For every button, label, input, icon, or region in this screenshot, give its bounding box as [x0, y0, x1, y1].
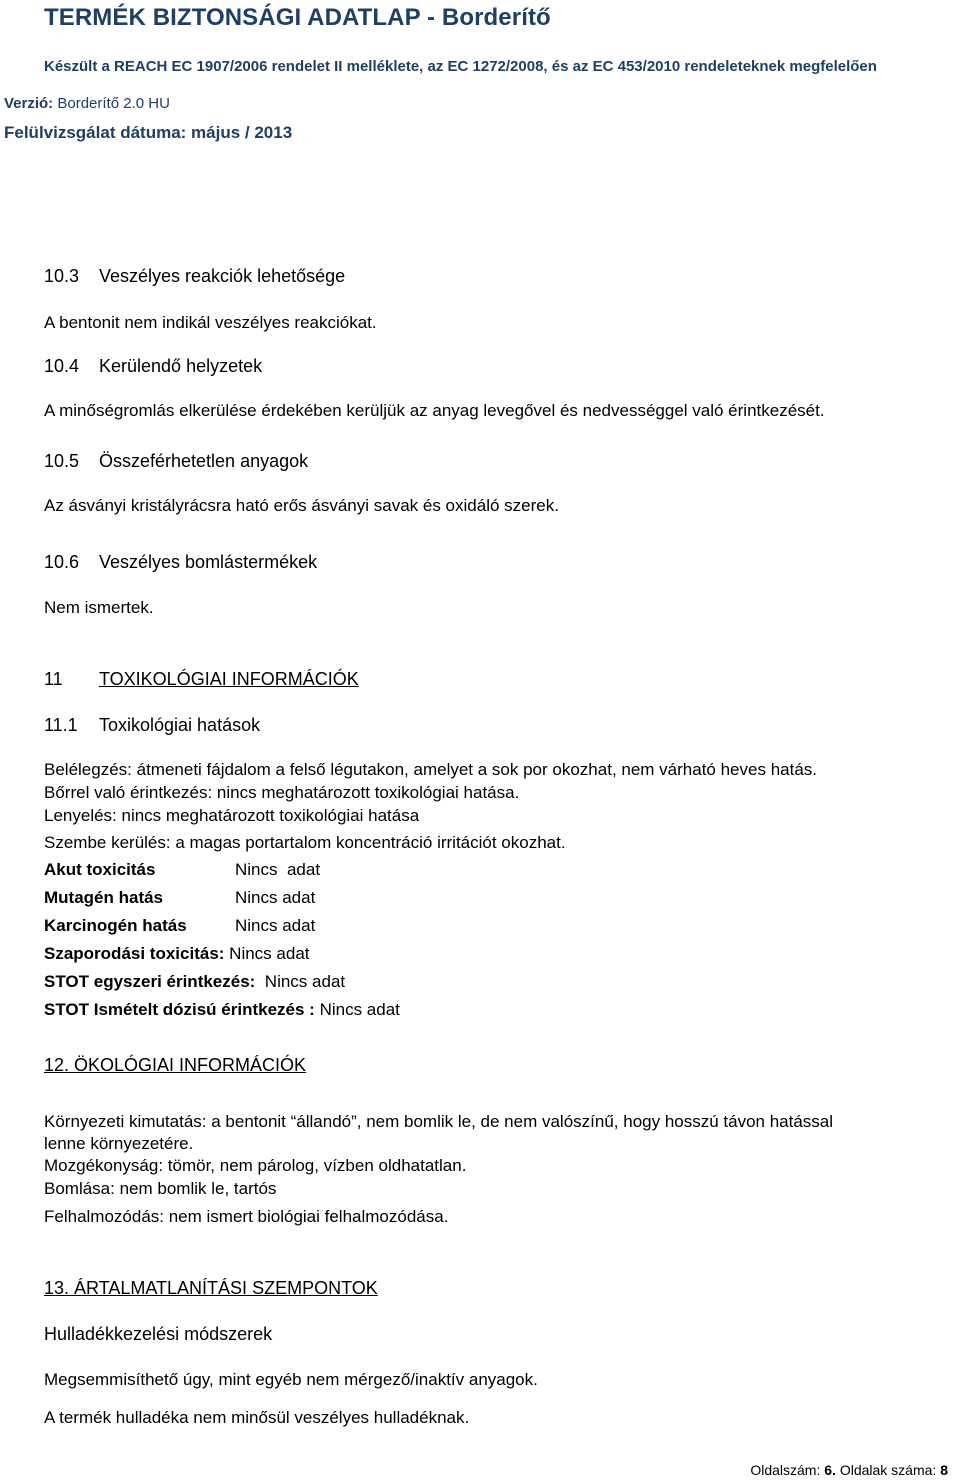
- section-10-5-text: Az ásványi kristályrácsra ható erős ásványi savak és oxidáló szerek.: [44, 496, 559, 515]
- prop-value: Nincs adat: [229, 944, 310, 963]
- section-title: Kerülendő helyzetek: [99, 356, 263, 376]
- section-11-heading: [44, 669, 359, 690]
- page-number-label: Oldalszám:: [750, 1462, 821, 1478]
- document-subtitle: Készült a REACH EC 1907/2006 rendelet II melléklete, az EC 1272/2008, és az EC 453/2010 rendeleteknek megfelelően: [44, 58, 877, 75]
- prop-label: Mutagén hatás: [44, 888, 164, 907]
- section-number: 11: [44, 669, 63, 689]
- disposal-line-1: Megsemmisíthető úgy, mint egyéb nem mérgező/inaktív anyagok.: [44, 1370, 538, 1389]
- section-10-6-text: Nem ismertek.: [44, 598, 154, 617]
- section-12-heading: 12. ÖKOLÓGIAI INFORMÁCIÓK: [44, 1055, 307, 1075]
- section-number: 10.4: [44, 356, 80, 376]
- prop-label: STOT Ismételt dózisú érintkezés :: [44, 1000, 315, 1019]
- disposal-line-2: A termék hulladéka nem minősül veszélyes hulladéknak.: [44, 1408, 470, 1427]
- ecology-line-bioaccumulation: Felhalmozódás: nem ismert biológiai felhalmozódása.: [44, 1207, 449, 1226]
- page-number: 6.: [824, 1462, 836, 1478]
- section-13-heading: 13. ÁRTALMATLANÍTÁSI SZEMPONTOK: [44, 1278, 378, 1298]
- section-number: 10.6: [44, 552, 80, 572]
- section-10-6-heading: [44, 552, 317, 573]
- prop-carcinogenic: [44, 916, 315, 936]
- toxicology-line-inhalation: Belélegzés: átmeneti fájdalom a felső légutakon, amelyet a sok por okozhat, nem várható heves hatás.: [44, 760, 818, 779]
- prop-label: STOT egyszeri érintkezés:: [44, 972, 256, 991]
- section-title: Toxikológiai hatások: [99, 715, 261, 735]
- version-value: Borderítő 2.0 HU: [57, 95, 170, 112]
- section-13-subheading: Hulladékkezelési módszerek: [44, 1324, 273, 1344]
- section-10-4-heading: [44, 356, 262, 377]
- total-pages-label: Oldalak száma:: [839, 1462, 937, 1478]
- prop-value: Nincs adat: [235, 916, 316, 935]
- toxicology-line-skin: Bőrrel való érintkezés: nincs meghatározott toxikológiai hatása.: [44, 783, 520, 802]
- section-number: 10.5: [44, 451, 80, 471]
- page-footer: [750, 1462, 948, 1478]
- prop-acute-toxicity: [44, 860, 320, 880]
- prop-reproductive: [44, 944, 310, 964]
- toxicology-line-ingestion: Lenyelés: nincs meghatározott toxikológiai hatása: [44, 806, 420, 825]
- section-number: 10.3: [44, 266, 80, 286]
- prop-label: Szaporodási toxicitás:: [44, 944, 225, 963]
- ecology-line-1a: Környezeti kimutatás: a bentonit “állandó”, nem bomlik le, de nem valószínű, hogy hosszú távon hatással: [44, 1112, 834, 1131]
- total-pages: 8: [940, 1462, 948, 1478]
- document-version: [4, 95, 170, 112]
- toxicology-line-eyes: Szembe kerülés: a magas portartalom koncentráció irritációt okozhat.: [44, 833, 566, 852]
- prop-value: Nincs adat: [235, 888, 316, 907]
- prop-label: Akut toxicitás: [44, 860, 156, 879]
- prop-label: Karcinogén hatás: [44, 916, 187, 935]
- prop-stot-single: [44, 972, 345, 992]
- document-title: TERMÉK BIZTONSÁGI ADATLAP - Borderítő: [44, 4, 551, 31]
- section-10-4-text: A minőségromlás elkerülése érdekében kerüljük az anyag levegővel és nedvességgel való érintkezését.: [44, 401, 825, 420]
- prop-stot-repeated: [44, 1000, 400, 1020]
- prop-value: Nincs adat: [319, 1000, 400, 1019]
- version-label: Verzió:: [4, 95, 54, 112]
- section-title: TOXIKOLÓGIAI INFORMÁCIÓK: [99, 669, 359, 689]
- ecology-line-degradation: Bomlása: nem bomlik le, tartós: [44, 1179, 277, 1198]
- ecology-line-mobility: Mozgékonyság: tömör, nem párolog, vízben oldhatatlan.: [44, 1156, 467, 1175]
- prop-value: Nincs adat: [264, 972, 346, 991]
- section-10-3-heading: [44, 266, 345, 287]
- section-title: Veszélyes reakciók lehetősége: [99, 266, 346, 286]
- prop-value: Nincs adat: [235, 860, 321, 879]
- ecology-line-1b: lenne környezetére.: [44, 1134, 194, 1153]
- section-10-5-heading: [44, 451, 308, 472]
- review-date: Felülvizsgálat dátuma: május / 2013: [4, 123, 293, 142]
- section-title: Összeférhetetlen anyagok: [99, 451, 309, 471]
- section-10-3-text: A bentonit nem indikál veszélyes reakciókat.: [44, 313, 377, 332]
- section-11-1-heading: [44, 715, 260, 736]
- section-title: Veszélyes bomlástermékek: [99, 552, 318, 572]
- prop-mutagenic: [44, 888, 315, 908]
- section-number: 11.1: [44, 715, 78, 735]
